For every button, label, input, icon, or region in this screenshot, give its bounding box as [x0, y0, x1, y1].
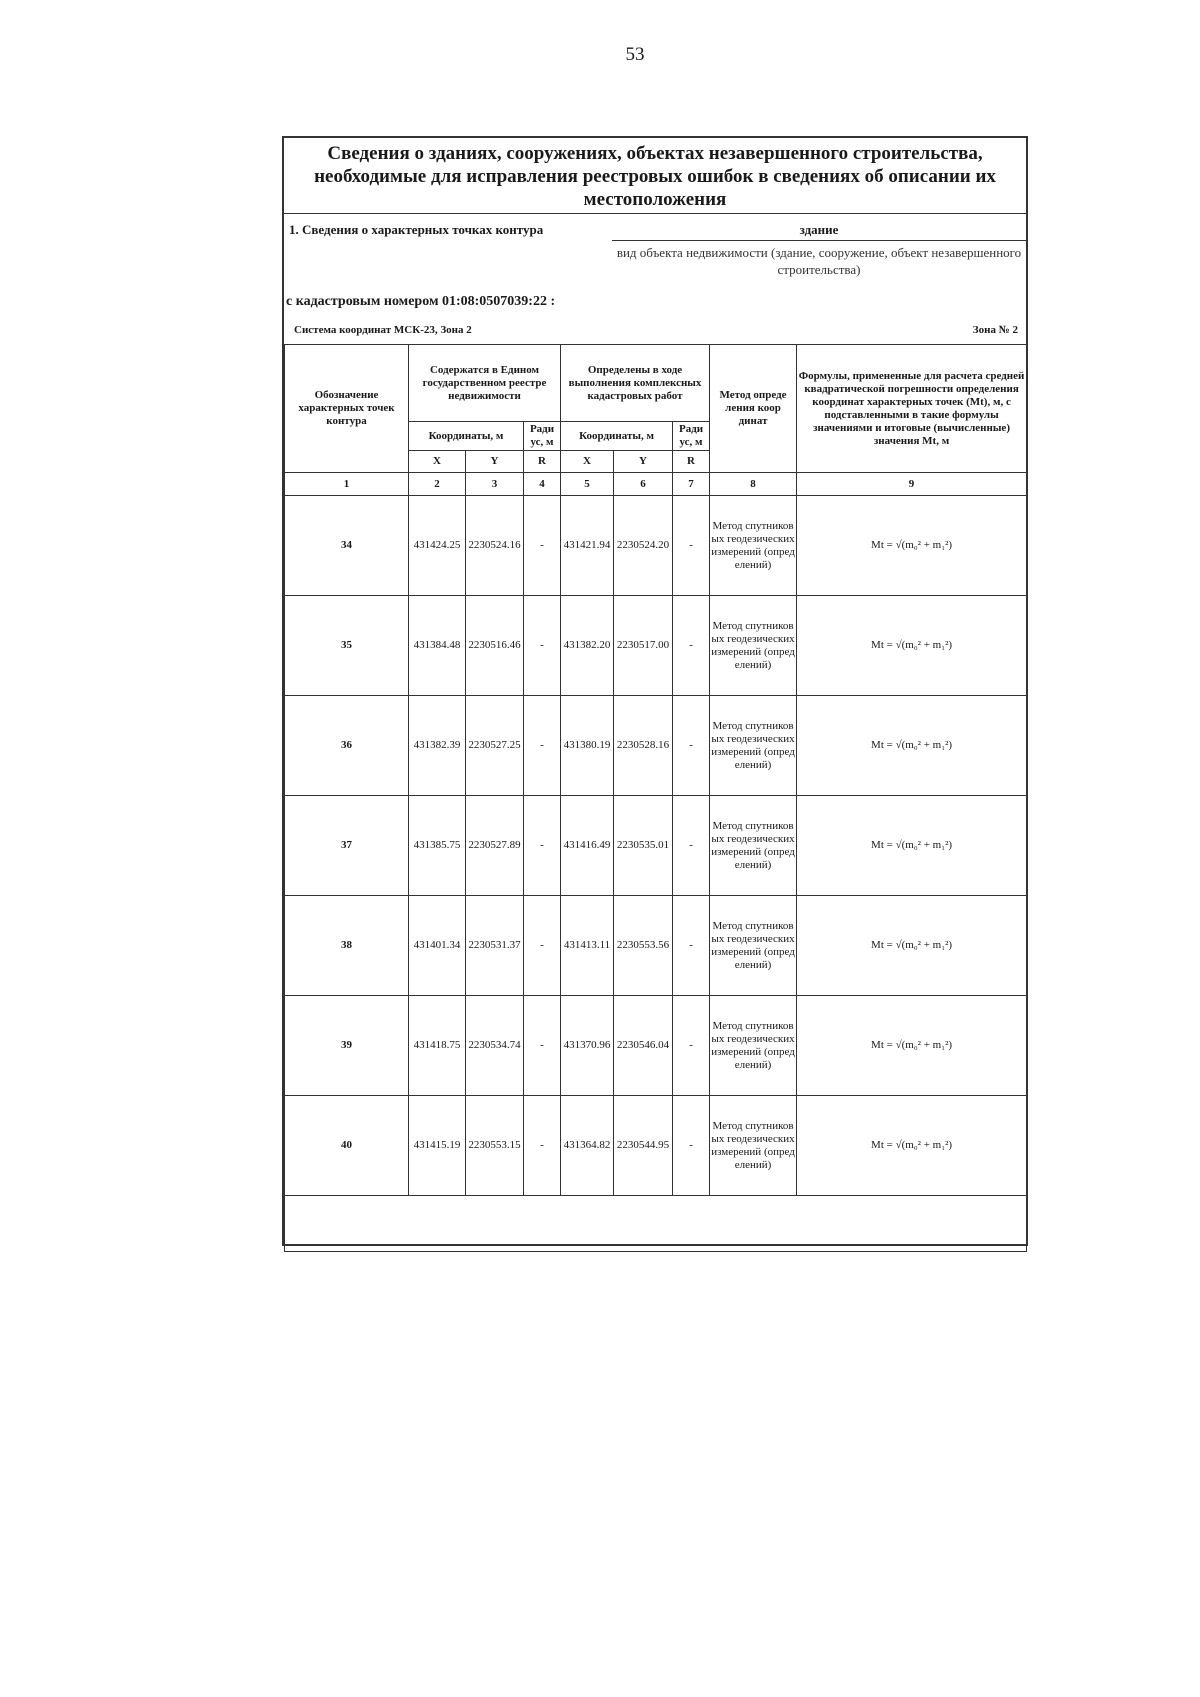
method-cell: Метод спутниковых геодезических измерений (определений) [710, 496, 797, 596]
header-point-designation: Обозначение характерных точек контура [285, 345, 409, 473]
column-number: 2 [409, 473, 466, 496]
table-row [285, 796, 1027, 896]
egrn-y-cell: 2230527.89 [466, 796, 524, 896]
empty-footer-cell [285, 1196, 1027, 1252]
works-y-cell: 2230535.01 [614, 796, 673, 896]
method-cell: Метод спутниковых геодезических измерений (определений) [710, 896, 797, 996]
table-row [285, 896, 1027, 996]
table-empty-footer-row [285, 1196, 1027, 1252]
formula-cell: Mt = √(m₀² + m₁²) [797, 796, 1027, 896]
table-row [285, 1096, 1027, 1196]
header-y-works: Y [614, 451, 673, 473]
column-number: 9 [797, 473, 1027, 496]
column-numbers-row [285, 473, 1027, 496]
coordinate-system: Система координат МСК-23, Зона 2 [294, 324, 472, 336]
egrn-x-cell: 431382.39 [409, 696, 466, 796]
header-x-works: X [561, 451, 614, 473]
works-radius-cell: - [673, 896, 710, 996]
works-radius-cell: - [673, 496, 710, 596]
egrn-x-cell: 431401.34 [409, 896, 466, 996]
works-radius-cell: - [673, 996, 710, 1096]
cadastral-number: с кадастровым номером 01:08:0507039:22 : [286, 294, 556, 309]
method-cell: Метод спутниковых геодезических измерений (определений) [710, 1096, 797, 1196]
works-y-cell: 2230524.20 [614, 496, 673, 596]
egrn-x-cell: 431415.19 [409, 1096, 466, 1196]
document-frame [282, 136, 1028, 1246]
point-cell: 39 [285, 996, 409, 1096]
header-coordinates-works: Координаты, м [561, 422, 673, 451]
works-radius-cell: - [673, 596, 710, 696]
column-number: 1 [285, 473, 409, 496]
works-x-cell: 431370.96 [561, 996, 614, 1096]
section-heading: 1. Сведения о характерных точках контура [289, 222, 544, 237]
point-cell: 38 [285, 896, 409, 996]
zone-label: Зона № 2 [972, 324, 1018, 336]
header-x-egrn: X [409, 451, 466, 473]
works-radius-cell: - [673, 696, 710, 796]
egrn-x-cell: 431384.48 [409, 596, 466, 696]
egrn-x-cell: 431424.25 [409, 496, 466, 596]
egrn-radius-cell: - [524, 696, 561, 796]
works-y-cell: 2230528.16 [614, 696, 673, 796]
formula-cell: Mt = √(m₀² + m₁²) [797, 496, 1027, 596]
object-type-underline [612, 240, 1026, 241]
egrn-radius-cell: - [524, 996, 561, 1096]
works-x-cell: 431421.94 [561, 496, 614, 596]
works-x-cell: 431382.20 [561, 596, 614, 696]
works-x-cell: 431416.49 [561, 796, 614, 896]
header-r-works: R [673, 451, 710, 473]
egrn-y-cell: 2230553.15 [466, 1096, 524, 1196]
egrn-y-cell: 2230527.25 [466, 696, 524, 796]
header-method: Метод опреде ления коор динат [710, 345, 797, 473]
object-type-value: здание [799, 222, 839, 237]
egrn-y-cell: 2230516.46 [466, 596, 524, 696]
egrn-radius-cell: - [524, 1096, 561, 1196]
works-y-cell: 2230517.00 [614, 596, 673, 696]
column-number: 5 [561, 473, 614, 496]
column-number: 6 [614, 473, 673, 496]
header-formula: Формулы, примененные для расчета средней квадратической погрешности определения координат характерных точек (Mt), м, с подставленными в такие формулы значениями и итоговые (вычисленные) значения Mt, м [797, 345, 1027, 473]
header-coordinates-egrn: Координаты, м [409, 422, 524, 451]
egrn-radius-cell: - [524, 596, 561, 696]
egrn-radius-cell: - [524, 496, 561, 596]
point-cell: 40 [285, 1096, 409, 1196]
column-number: 7 [673, 473, 710, 496]
point-cell: 36 [285, 696, 409, 796]
works-x-cell: 431413.11 [561, 896, 614, 996]
egrn-y-cell: 2230524.16 [466, 496, 524, 596]
table-row [285, 596, 1027, 696]
header-egrn-group: Содержатся в Едином государственном реестре недвижимости [409, 345, 561, 422]
works-x-cell: 431380.19 [561, 696, 614, 796]
formula-cell: Mt = √(m₀² + m₁²) [797, 896, 1027, 996]
formula-cell: Mt = √(m₀² + m₁²) [797, 1096, 1027, 1196]
works-y-cell: 2230553.56 [614, 896, 673, 996]
works-y-cell: 2230544.95 [614, 1096, 673, 1196]
works-x-cell: 431364.82 [561, 1096, 614, 1196]
egrn-x-cell: 431385.75 [409, 796, 466, 896]
method-cell: Метод спутниковых геодезических измерений (определений) [710, 796, 797, 896]
points-table [284, 344, 1027, 1252]
table-row [285, 496, 1027, 596]
egrn-x-cell: 431418.75 [409, 996, 466, 1096]
header-radius-egrn: Ради ус, м [524, 422, 561, 451]
column-number: 8 [710, 473, 797, 496]
formula-cell: Mt = √(m₀² + m₁²) [797, 996, 1027, 1096]
table-row [285, 996, 1027, 1096]
works-radius-cell: - [673, 1096, 710, 1196]
works-radius-cell: - [673, 796, 710, 896]
header-radius-works: Ради ус, м [673, 422, 710, 451]
method-cell: Метод спутниковых геодезических измерений (определений) [710, 596, 797, 696]
header-r-egrn: R [524, 451, 561, 473]
formula-cell: Mt = √(m₀² + m₁²) [797, 596, 1027, 696]
egrn-y-cell: 2230534.74 [466, 996, 524, 1096]
method-cell: Метод спутниковых геодезических измерений (определений) [710, 696, 797, 796]
point-cell: 37 [285, 796, 409, 896]
document-title: Сведения о зданиях, сооружениях, объектах незавершенного строительства, необходимые для исправления реестровых ошибок в сведениях об описании их местоположения [284, 138, 1026, 214]
page-number: 53 [625, 44, 645, 65]
point-cell: 34 [285, 496, 409, 596]
header-works-group: Определены в ходе выполнения комплексных кадастровых работ [561, 345, 710, 422]
table-row [285, 696, 1027, 796]
works-y-cell: 2230546.04 [614, 996, 673, 1096]
egrn-radius-cell: - [524, 896, 561, 996]
header-y-egrn: Y [466, 451, 524, 473]
point-cell: 35 [285, 596, 409, 696]
egrn-radius-cell: - [524, 796, 561, 896]
column-number: 4 [524, 473, 561, 496]
object-type-caption: вид объекта недвижимости (здание, сооружение, объект незавершенного строительства) [616, 245, 1022, 277]
column-number: 3 [466, 473, 524, 496]
method-cell: Метод спутниковых геодезических измерений (определений) [710, 996, 797, 1096]
formula-cell: Mt = √(m₀² + m₁²) [797, 696, 1027, 796]
egrn-y-cell: 2230531.37 [466, 896, 524, 996]
